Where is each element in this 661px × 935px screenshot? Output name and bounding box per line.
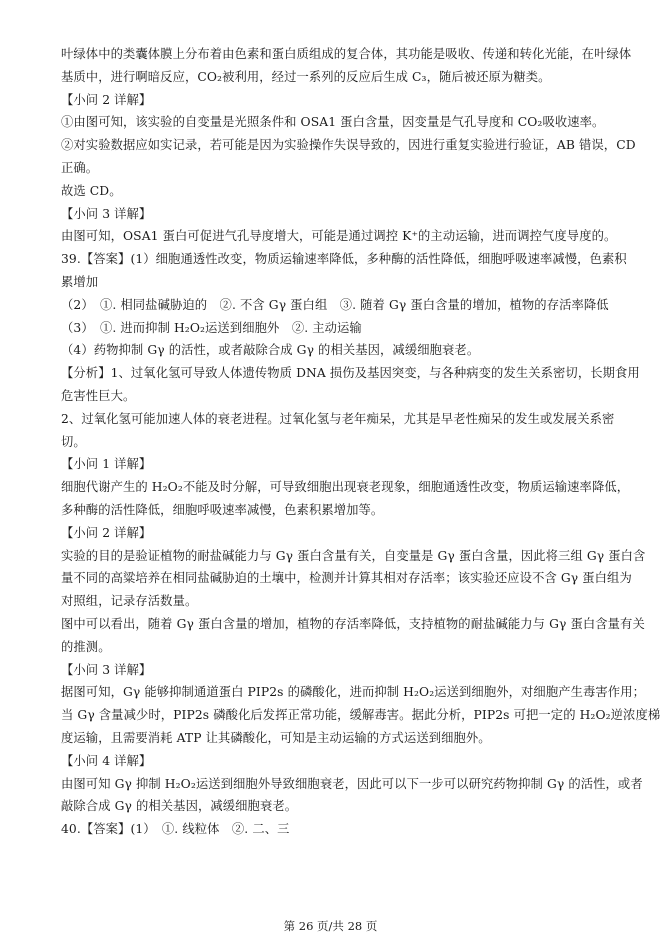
section-heading: 【小问 3 详解】 — [61, 206, 152, 221]
text-line: （3） ①. 进而抑制 H₂O₂运送到细胞外 ②. 主动运输 — [61, 320, 362, 335]
text-line: （4）药物抑制 Gγ 的活性，或者敲除合成 Gγ 的相关基因，减缓细胞衰老。 — [61, 343, 480, 358]
text-line: ①由图可知，该实验的自变量是光照条件和 OSA1 蛋白含量，因变量是气孔导度和 CO₂吸收速率。 — [61, 115, 605, 130]
text-line: 叶绿体中的类囊体膜上分布着由色素和蛋白质组成的复合体，其功能是吸收、传递和转化光能，在叶绿体 — [61, 47, 632, 61]
section-heading: 【小问 3 详解】 — [61, 662, 152, 677]
section-heading: 【小问 2 详解】 — [61, 92, 152, 107]
page-number-footer: 第 26 页/共 28 页 — [283, 919, 378, 933]
text-line: 累增加 — [61, 274, 99, 289]
document-body — [61, 43, 661, 841]
text-line: 由图可知，OSA1 蛋白可促进气孔导度增大，可能是通过调控 K⁺的主动运输，进而调控气度导度的。 — [61, 229, 617, 244]
text-line: 39.【答案】(1）细胞通透性改变，物质运输速率降低，多种酶的活性降低，细胞呼吸速率减慢，色素积 — [61, 252, 627, 267]
text-line: 图中可以看出，随着 Gγ 蛋白含量的增加，植物的存活率降低，支持植物的耐盐碱能力与 Gγ 蛋白含量有关 — [61, 616, 645, 631]
text-line: 切。 — [61, 434, 86, 449]
section-heading: 【小问 4 详解】 — [61, 753, 152, 768]
text-line: （2） ①. 相同盐碱胁迫的 ②. 不含 Gγ 蛋白组 ③. 随着 Gγ 蛋白含量的增加，植物的存活率降低 — [61, 297, 609, 312]
text-line: 基质中，进行啊暗反应，CO₂被利用，经过一系列的反应后生成 C₃，随后被还原为糖类。 — [61, 69, 551, 84]
text-line: 度运输，且需要消耗 ATP 让其磷酸化，可知是主动运输的方式运送到细胞外。 — [61, 730, 491, 745]
text-line: 2、过氧化氢可能加速人体的衰老进程。过氧化氢与老年痴呆，尤其是早老性痴呆的发生或发展关系密 — [61, 411, 615, 426]
section-heading: 【小问 2 详解】 — [61, 525, 152, 540]
section-heading: 【小问 1 详解】 — [61, 457, 152, 472]
text-line: 【分析】1、过氧化氢可导致人体遗传物质 DNA 损伤及基因突变，与各种病变的发生关系密切，长期食用 — [61, 366, 640, 381]
text-line: 细胞代谢产生的 H₂O₂不能及时分解，可导致细胞出现衰老现象，细胞通透性改变，物质运输速率降低， — [61, 480, 630, 495]
text-line: 多种酶的活性降低，细胞呼吸速率减慢，色素积累增加等。 — [61, 502, 384, 517]
text-line: 故选 CD。 — [61, 183, 122, 198]
text-line: 由图可知 Gγ 抑制 H₂O₂运送到细胞外导致细胞衰老，因此可以下一步可以研究药物抑制 Gγ 的活性，或者 — [61, 776, 643, 791]
text-line: 危害性巨大。 — [61, 388, 136, 403]
text-line: 敲除合成 Gγ 的相关基因，减缓细胞衰老。 — [61, 799, 298, 814]
text-line: 40.【答案】(1） ①. 线粒体 ②. 二、三 — [61, 822, 290, 837]
text-line: 对照组，记录存活数量。 — [61, 594, 198, 609]
text-line: 的推测。 — [61, 639, 111, 654]
text-line: 据图可知，Gγ 能够抑制通道蛋白 PIP2s 的磷酸化，进而抑制 H₂O₂运送到细胞外，对细胞产生毒害作用； — [61, 685, 645, 700]
text-line: 量不同的高粱培养在相同盐碱胁迫的土壤中，检测并计算其相对存活率；该实验还应设不含 Gγ 蛋白组为 — [61, 571, 632, 586]
text-line: 当 Gγ 含量减少时，PIP2s 磷酸化后发挥正常功能，缓解毒害。据此分析，PIP2s 可把一定的 H₂O₂逆浓度梯 — [61, 708, 661, 723]
text-line: ②对实验数据应如实记录，若可能是因为实验操作失误导致的，因进行重复实验进行验证，AB 错误，CD — [61, 138, 636, 153]
text-line: 正确。 — [61, 160, 99, 175]
text-line: 实验的目的是验证植物的耐盐碱能力与 Gγ 蛋白含量有关，自变量是 Gγ 蛋白含量，因此将三组 Gγ 蛋白含 — [61, 548, 646, 563]
